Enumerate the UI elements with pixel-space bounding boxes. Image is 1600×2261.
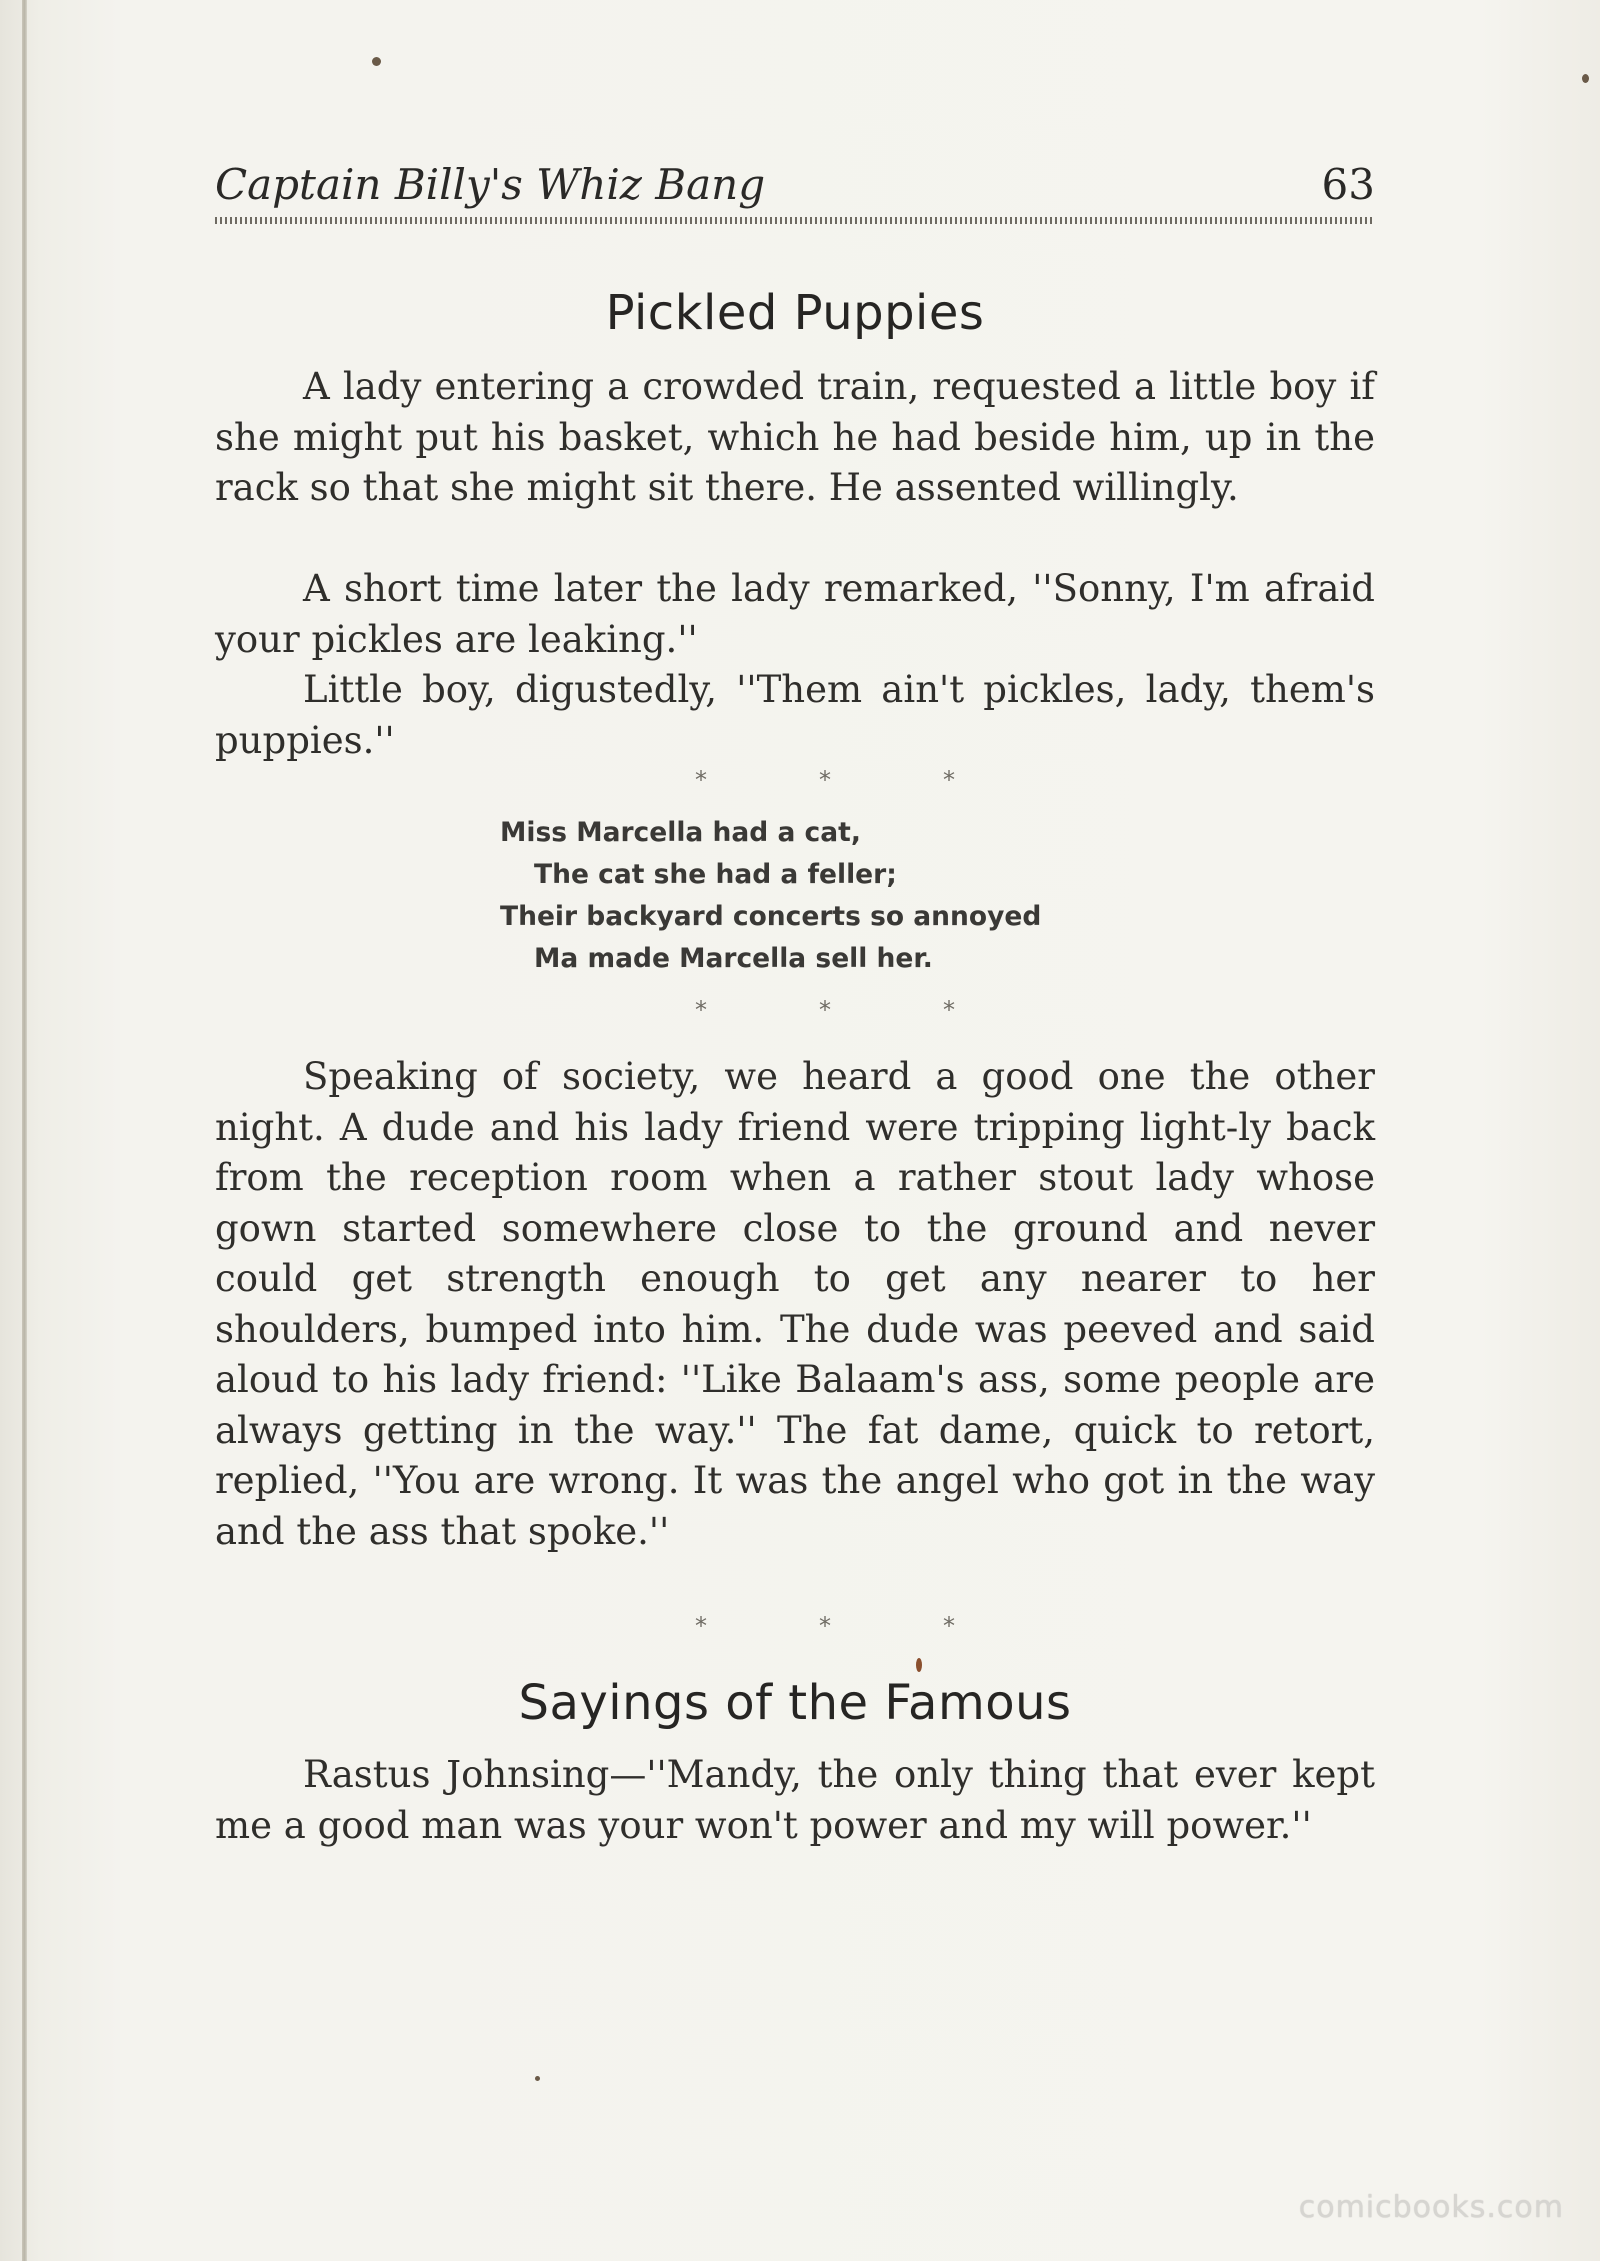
page-number: 63: [1321, 160, 1375, 209]
binding-edge: [22, 0, 27, 2261]
asterisk-glyph: *: [943, 996, 955, 1024]
article-title-pickled-puppies: Pickled Puppies: [605, 285, 985, 341]
asterisk-glyph: *: [819, 766, 831, 794]
verse-line: Miss Marcella had a cat,: [500, 817, 861, 848]
asterisk-glyph: *: [695, 766, 707, 794]
asterisk-glyph: *: [943, 766, 955, 794]
article1-paragraph-3: Little boy, digustedly, ''Them ain't pickles, lady, them's puppies.'': [215, 668, 1375, 762]
verse-line: Their backyard concerts so annoyed: [500, 901, 1042, 932]
asterisk-glyph: *: [695, 996, 707, 1024]
running-title: Captain Billy's Whiz Bang: [215, 160, 766, 209]
asterisk-glyph: *: [695, 1612, 707, 1640]
verse-block: [500, 812, 1200, 980]
article3-paragraph: Rastus Johnsing—''Mandy, the only thing that ever kept me a good man was your won't power and my will power.'': [215, 1753, 1375, 1847]
ink-speck: [535, 2076, 540, 2081]
running-head: [215, 160, 1375, 214]
verse-line: The cat she had a feller;: [534, 859, 897, 890]
ink-speck: [916, 1658, 922, 1672]
article-title-sayings-of-the-famous: Sayings of the Famous: [518, 1675, 1072, 1731]
section-separator: [695, 1612, 955, 1640]
header-rule: [215, 217, 1375, 224]
asterisk-glyph: *: [943, 1612, 955, 1640]
article1-paragraph-2: A short time later the lady remarked, ''Sonny, I'm afraid your pickles are leaking.'': [215, 567, 1375, 661]
section-separator: [695, 766, 955, 794]
section-separator: [695, 996, 955, 1024]
asterisk-glyph: *: [819, 1612, 831, 1640]
article1-paragraph-1: A lady entering a crowded train, requested a little boy if she might put his basket, which he had beside him, up in the rack so that she might sit there. He assented willingly.: [215, 365, 1375, 509]
verse-line: Ma made Marcella sell her.: [534, 943, 933, 974]
ink-speck: [372, 57, 381, 66]
ink-speck: [1582, 74, 1589, 83]
watermark: comicbooks.com: [1298, 2190, 1564, 2225]
article2-paragraph: Speaking of society, we heard a good one the other night. A dude and his lady friend were tripping light-ly back from the reception room when a rather stout lady whose gown started somewhere close to the ground and never could get strength enough to get any nearer to her shoulders, bumped into him. The dude was peeved and said aloud to his lady friend: ''Like Balaam's ass, some people are always getting in the way.'' The fat dame, quick to retort, replied, ''You are wrong. It was the angel who got in the way and the ass that spoke.'': [215, 1055, 1375, 1553]
asterisk-glyph: *: [819, 996, 831, 1024]
